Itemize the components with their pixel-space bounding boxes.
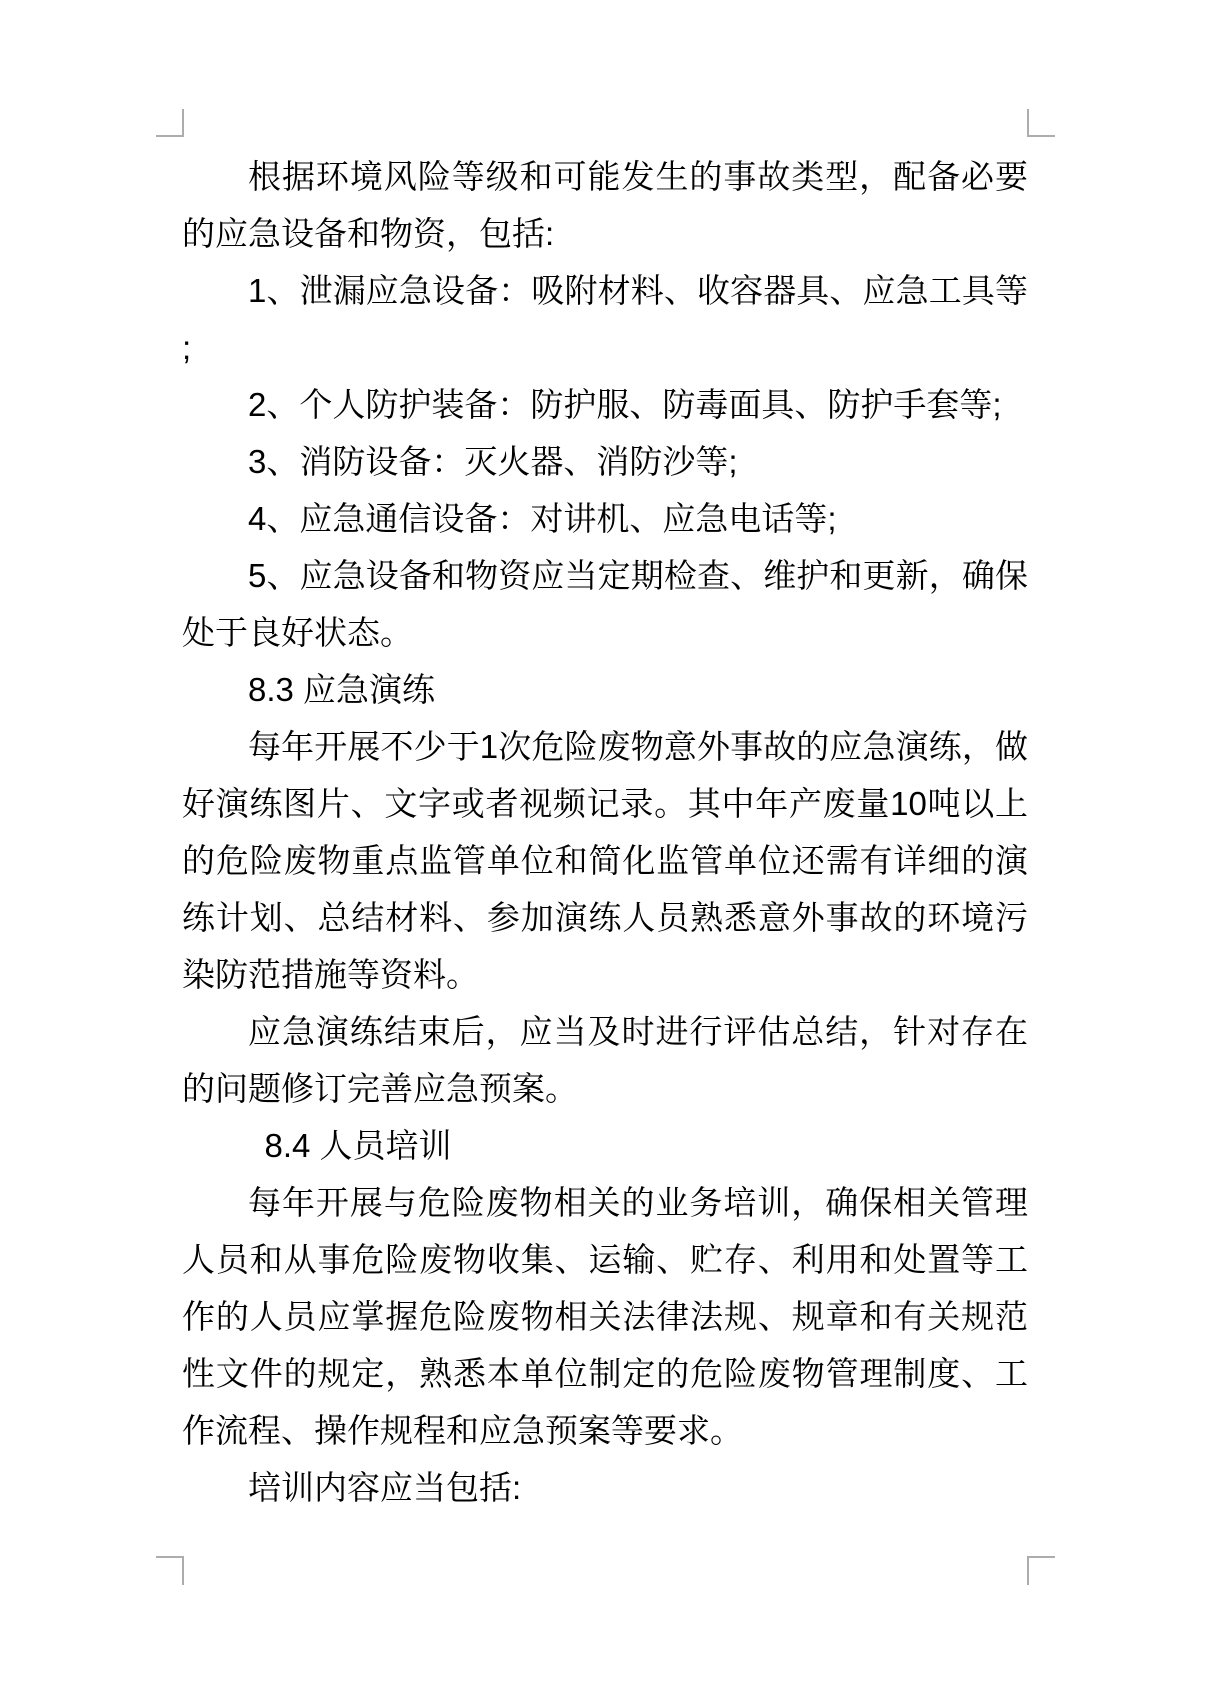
document-text-block — [182, 148, 1028, 1516]
text-line: 的应急设备和物资，包括: — [182, 215, 555, 252]
text-line: 8.4 人员培训 — [264, 1127, 452, 1164]
text-line: 性文件的规定，熟悉本单位制定的危险废物管理制度、工 — [182, 1355, 1028, 1392]
text-line: 作的人员应掌握危险废物相关法律法规、规章和有关规范 — [182, 1298, 1028, 1335]
text-line: 5、应急设备和物资应当定期检查、维护和更新，确保 — [248, 557, 1028, 594]
text-line: 处于良好状态。 — [182, 614, 413, 651]
text-line: 练计划、总结材料、参加演练人员熟悉意外事故的环境污 — [182, 899, 1028, 936]
text-line: 每年开展不少于1次危险废物意外事故的应急演练，做 — [248, 728, 1028, 765]
text-line: 染防范措施等资料。 — [182, 956, 479, 993]
text-line: 好演练图片、文字或者视频记录。其中年产废量10吨以上 — [182, 785, 1028, 822]
text-line: 的危险废物重点监管单位和简化监管单位还需有详细的演 — [182, 842, 1028, 879]
text-boundary-mark-top-left — [156, 109, 184, 137]
text-line: 4、应急通信设备：对讲机、应急电话等; — [248, 500, 837, 537]
text-boundary-mark-bottom-right — [1027, 1556, 1055, 1585]
text-line: 8.3 应急演练 — [248, 671, 436, 708]
text-line: 培训内容应当包括: — [248, 1469, 522, 1506]
text-boundary-mark-top-right — [1027, 109, 1055, 137]
text-line: 的问题修订完善应急预案。 — [182, 1070, 578, 1107]
text-line: 作流程、操作规程和应急预案等要求。 — [182, 1412, 743, 1449]
text-line: 根据环境风险等级和可能发生的事故类型，配备必要 — [248, 158, 1028, 195]
text-line: 1、泄漏应急设备：吸附材料、收容器具、应急工具等 — [248, 272, 1028, 309]
text-line: 3、消防设备：灭火器、消防沙等; — [248, 443, 738, 480]
text-boundary-mark-bottom-left — [156, 1556, 184, 1585]
text-line: 人员和从事危险废物收集、运输、贮存、利用和处置等工 — [182, 1241, 1028, 1278]
text-line: 应急演练结束后，应当及时进行评估总结，针对存在 — [248, 1013, 1028, 1050]
text-line: ; — [182, 329, 192, 366]
text-line: 每年开展与危险废物相关的业务培训，确保相关管理 — [248, 1184, 1028, 1221]
text-line: 2、个人防护装备：防护服、防毒面具、防护手套等; — [248, 386, 1002, 423]
